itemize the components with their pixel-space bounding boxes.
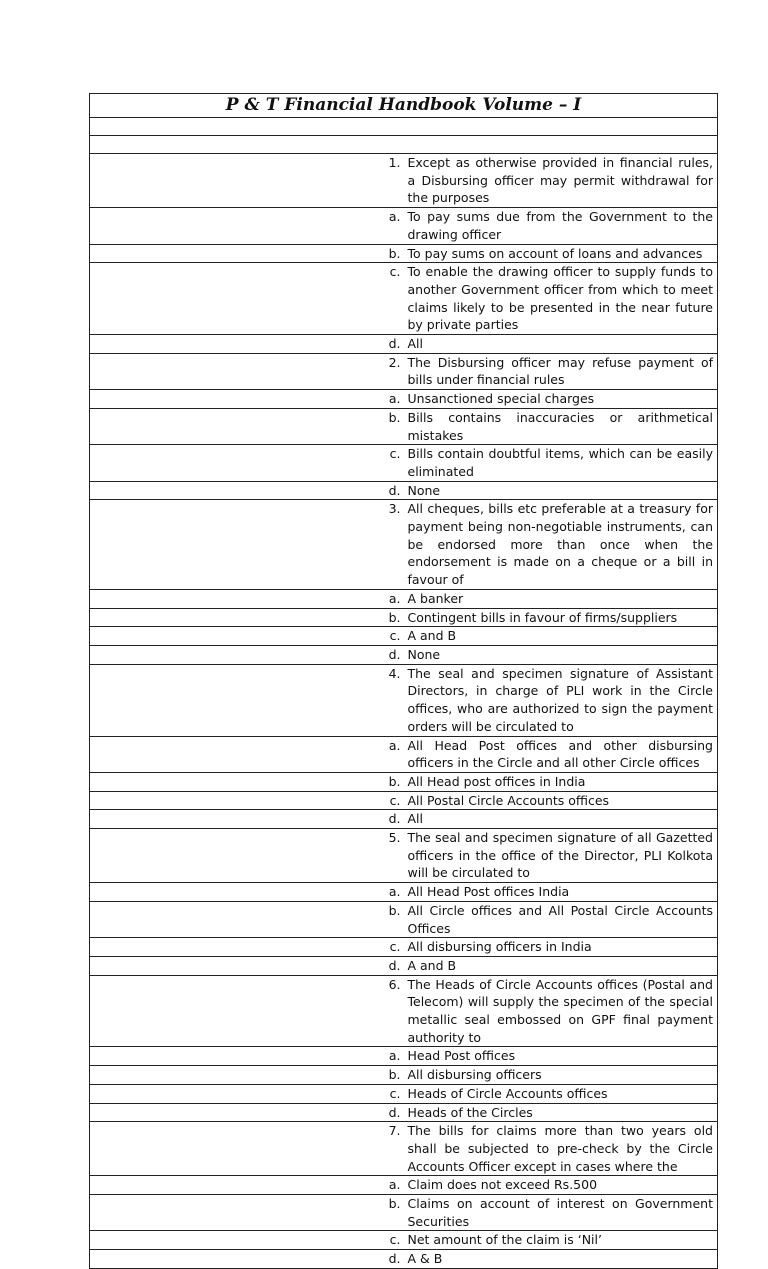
option-row — [90, 956, 718, 975]
question-text: The seal and specimen signature of Assistant Directors, in charge of PLI work in the Circle offices, who are authorized to sign the payment orders will be circulated to — [404, 664, 718, 736]
option-row — [90, 883, 718, 902]
option-row — [90, 736, 718, 772]
option-text: All Head Post offices and other disbursing officers in the Circle and all other Circle offices — [404, 736, 718, 772]
blank-cell — [90, 118, 718, 136]
option-text: To enable the drawing officer to supply funds to another Government officer from which to meet claims likely to be presented in the near future by private parties — [404, 263, 718, 335]
option-text: Heads of Circle Accounts offices — [404, 1084, 718, 1103]
option-letter: c. — [90, 938, 404, 957]
option-row — [90, 390, 718, 409]
option-letter: a. — [90, 390, 404, 409]
option-text: Heads of the Circles — [404, 1103, 718, 1122]
option-letter: a. — [90, 1176, 404, 1195]
option-row — [90, 1066, 718, 1085]
question-text: The bills for claims more than two years old shall be subjected to pre-check by the Circle Accounts Officer except in cases where the — [404, 1122, 718, 1176]
option-text: A & B — [404, 1250, 718, 1269]
option-row — [90, 1250, 718, 1269]
blank-row — [90, 136, 718, 154]
option-text: Contingent bills in favour of firms/suppliers — [404, 608, 718, 627]
option-text: Net amount of the claim is ‘Nil’ — [404, 1231, 718, 1250]
option-text: Unsanctioned special charges — [404, 390, 718, 409]
option-text: All disbursing officers in India — [404, 938, 718, 957]
question-text: The seal and specimen signature of all Gazetted officers in the office of the Director, PLI Kolkota will be circulated to — [404, 829, 718, 883]
option-text: A and B — [404, 627, 718, 646]
option-row — [90, 1103, 718, 1122]
option-letter: b. — [90, 1195, 404, 1231]
page-title: P & T Financial Handbook Volume – I — [90, 94, 718, 118]
option-row — [90, 1047, 718, 1066]
question-row — [90, 664, 718, 736]
option-text: All Head Post offices India — [404, 883, 718, 902]
option-row — [90, 335, 718, 354]
option-letter: d. — [90, 645, 404, 664]
question-row — [90, 154, 718, 208]
question-row — [90, 975, 718, 1047]
option-row — [90, 263, 718, 335]
handbook-table — [89, 93, 718, 1269]
option-text: All disbursing officers — [404, 1066, 718, 1085]
option-row — [90, 791, 718, 810]
option-letter: c. — [90, 791, 404, 810]
question-row — [90, 500, 718, 590]
question-row — [90, 829, 718, 883]
title-row — [90, 94, 718, 118]
question-text: Except as otherwise provided in financial rules, a Disbursing officer may permit withdrawal for the purposes — [404, 154, 718, 208]
option-row — [90, 1084, 718, 1103]
option-letter: b. — [90, 608, 404, 627]
option-text: To pay sums due from the Government to the drawing officer — [404, 208, 718, 244]
question-number: 4. — [90, 664, 404, 736]
option-text: Claim does not exceed Rs.500 — [404, 1176, 718, 1195]
option-text: All — [404, 335, 718, 354]
option-row — [90, 772, 718, 791]
option-letter: d. — [90, 1103, 404, 1122]
option-row — [90, 445, 718, 481]
question-row — [90, 1122, 718, 1176]
option-letter: c. — [90, 627, 404, 646]
question-text: All cheques, bills etc preferable at a treasury for payment being non-negotiable instruments, can be endorsed more than once when the endorsement is made on a cheque or a bill in favour of — [404, 500, 718, 590]
blank-cell — [90, 136, 718, 154]
option-letter: a. — [90, 883, 404, 902]
option-letter: b. — [90, 244, 404, 263]
option-letter: b. — [90, 1066, 404, 1085]
option-letter: b. — [90, 772, 404, 791]
option-letter: a. — [90, 208, 404, 244]
option-text: None — [404, 481, 718, 500]
option-text: None — [404, 645, 718, 664]
option-letter: d. — [90, 481, 404, 500]
question-number: 6. — [90, 975, 404, 1047]
option-letter: c. — [90, 445, 404, 481]
option-row — [90, 244, 718, 263]
option-row — [90, 901, 718, 937]
option-row — [90, 810, 718, 829]
option-row — [90, 1231, 718, 1250]
question-text: The Heads of Circle Accounts offices (Postal and Telecom) will supply the specimen of the special metallic seal embossed on GPF final payment authority to — [404, 975, 718, 1047]
question-number: 3. — [90, 500, 404, 590]
question-number: 1. — [90, 154, 404, 208]
option-letter: a. — [90, 1047, 404, 1066]
option-text: A and B — [404, 956, 718, 975]
option-row — [90, 608, 718, 627]
option-text: Claims on account of interest on Government Securities — [404, 1195, 718, 1231]
option-text: Bills contain doubtful items, which can be easily eliminated — [404, 445, 718, 481]
option-letter: c. — [90, 1084, 404, 1103]
option-row — [90, 938, 718, 957]
option-row — [90, 645, 718, 664]
option-text: Head Post offices — [404, 1047, 718, 1066]
option-letter: a. — [90, 589, 404, 608]
option-row — [90, 1176, 718, 1195]
question-row — [90, 353, 718, 389]
option-row — [90, 408, 718, 444]
option-text: All Head post offices in India — [404, 772, 718, 791]
option-letter: c. — [90, 1231, 404, 1250]
option-letter: b. — [90, 408, 404, 444]
option-letter: d. — [90, 1250, 404, 1269]
question-number: 7. — [90, 1122, 404, 1176]
option-text: All Circle offices and All Postal Circle Accounts Offices — [404, 901, 718, 937]
blank-row — [90, 118, 718, 136]
option-letter: d. — [90, 335, 404, 354]
option-row — [90, 481, 718, 500]
option-letter: a. — [90, 736, 404, 772]
option-letter: d. — [90, 956, 404, 975]
option-text: Bills contains inaccuracies or arithmetical mistakes — [404, 408, 718, 444]
option-text: All — [404, 810, 718, 829]
option-row — [90, 589, 718, 608]
question-number: 2. — [90, 353, 404, 389]
question-number: 5. — [90, 829, 404, 883]
option-row — [90, 208, 718, 244]
option-text: A banker — [404, 589, 718, 608]
option-row — [90, 627, 718, 646]
option-letter: d. — [90, 810, 404, 829]
option-row — [90, 1195, 718, 1231]
option-letter: b. — [90, 901, 404, 937]
option-text: All Postal Circle Accounts offices — [404, 791, 718, 810]
option-letter: c. — [90, 263, 404, 335]
option-text: To pay sums on account of loans and advances — [404, 244, 718, 263]
question-text: The Disbursing officer may refuse payment of bills under financial rules — [404, 353, 718, 389]
handbook-table-body — [90, 94, 718, 1269]
